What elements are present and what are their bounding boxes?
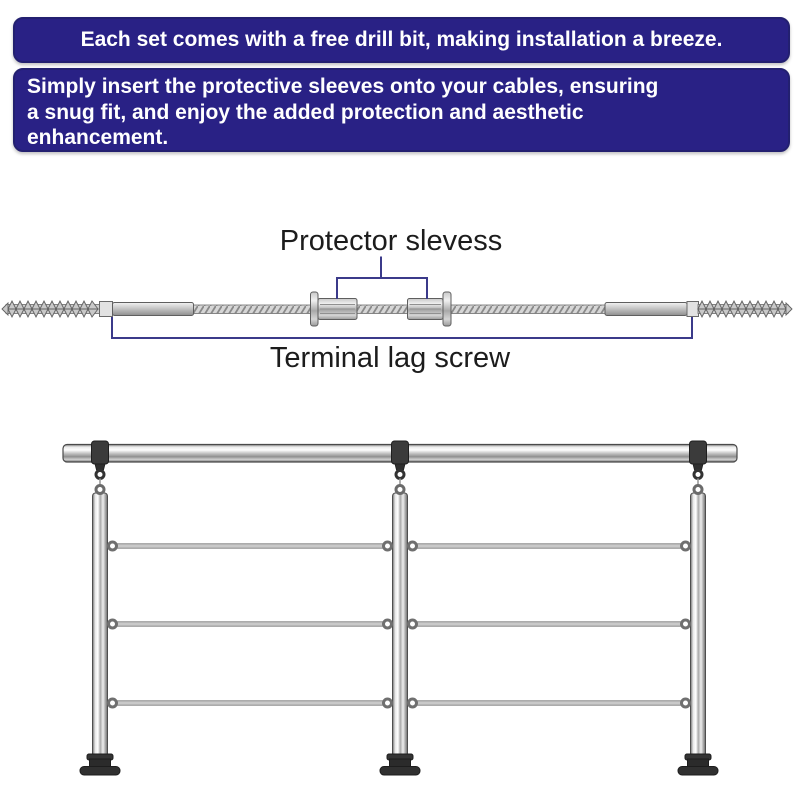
feature-banner-drill-bit [13, 17, 790, 63]
lag-screw-right-icon [698, 301, 792, 317]
post-left [93, 493, 108, 758]
feature-banner-drill-bit-text: Each set comes with a free drill bit, making installation a breeze. [80, 28, 723, 51]
cable-assembly-illustration [2, 257, 792, 339]
post-base-left [80, 754, 120, 775]
rail-clamp-right [690, 441, 707, 494]
terminal-nut-left [100, 302, 113, 317]
railing-illustration [63, 441, 737, 775]
terminal-body-right [605, 303, 687, 316]
feature-banner-sleeves-line2: a snug fit, and enjoy the added protection and aesthetic [27, 100, 584, 124]
protector-sleeves-callout-line [337, 257, 427, 300]
terminal-body-left [113, 303, 194, 316]
protector-sleeve-left-icon [311, 292, 358, 326]
rail-clamp-left [92, 441, 109, 494]
rail-clamp-middle [392, 441, 409, 494]
post-right [691, 493, 706, 758]
post-middle [393, 493, 408, 758]
post-base-middle [380, 754, 420, 775]
protector-sleeves-label: Protector slevess [279, 225, 503, 257]
feature-banner-sleeves [13, 68, 790, 152]
terminal-lag-screw-callout-line [112, 317, 692, 338]
feature-banner-sleeves-line1: Simply insert the protective sleeves onto your cables, ensuring [27, 75, 659, 98]
steel-cable [193, 305, 605, 314]
protector-sleeve-right-icon [408, 292, 452, 326]
terminal-lag-screw-label: Terminal lag screw [269, 342, 511, 374]
post-base-right [678, 754, 718, 775]
feature-banner-sleeves-line3: enhancement. [27, 126, 169, 149]
lag-screw-left-icon [2, 301, 100, 317]
terminal-nut-right [687, 302, 699, 317]
